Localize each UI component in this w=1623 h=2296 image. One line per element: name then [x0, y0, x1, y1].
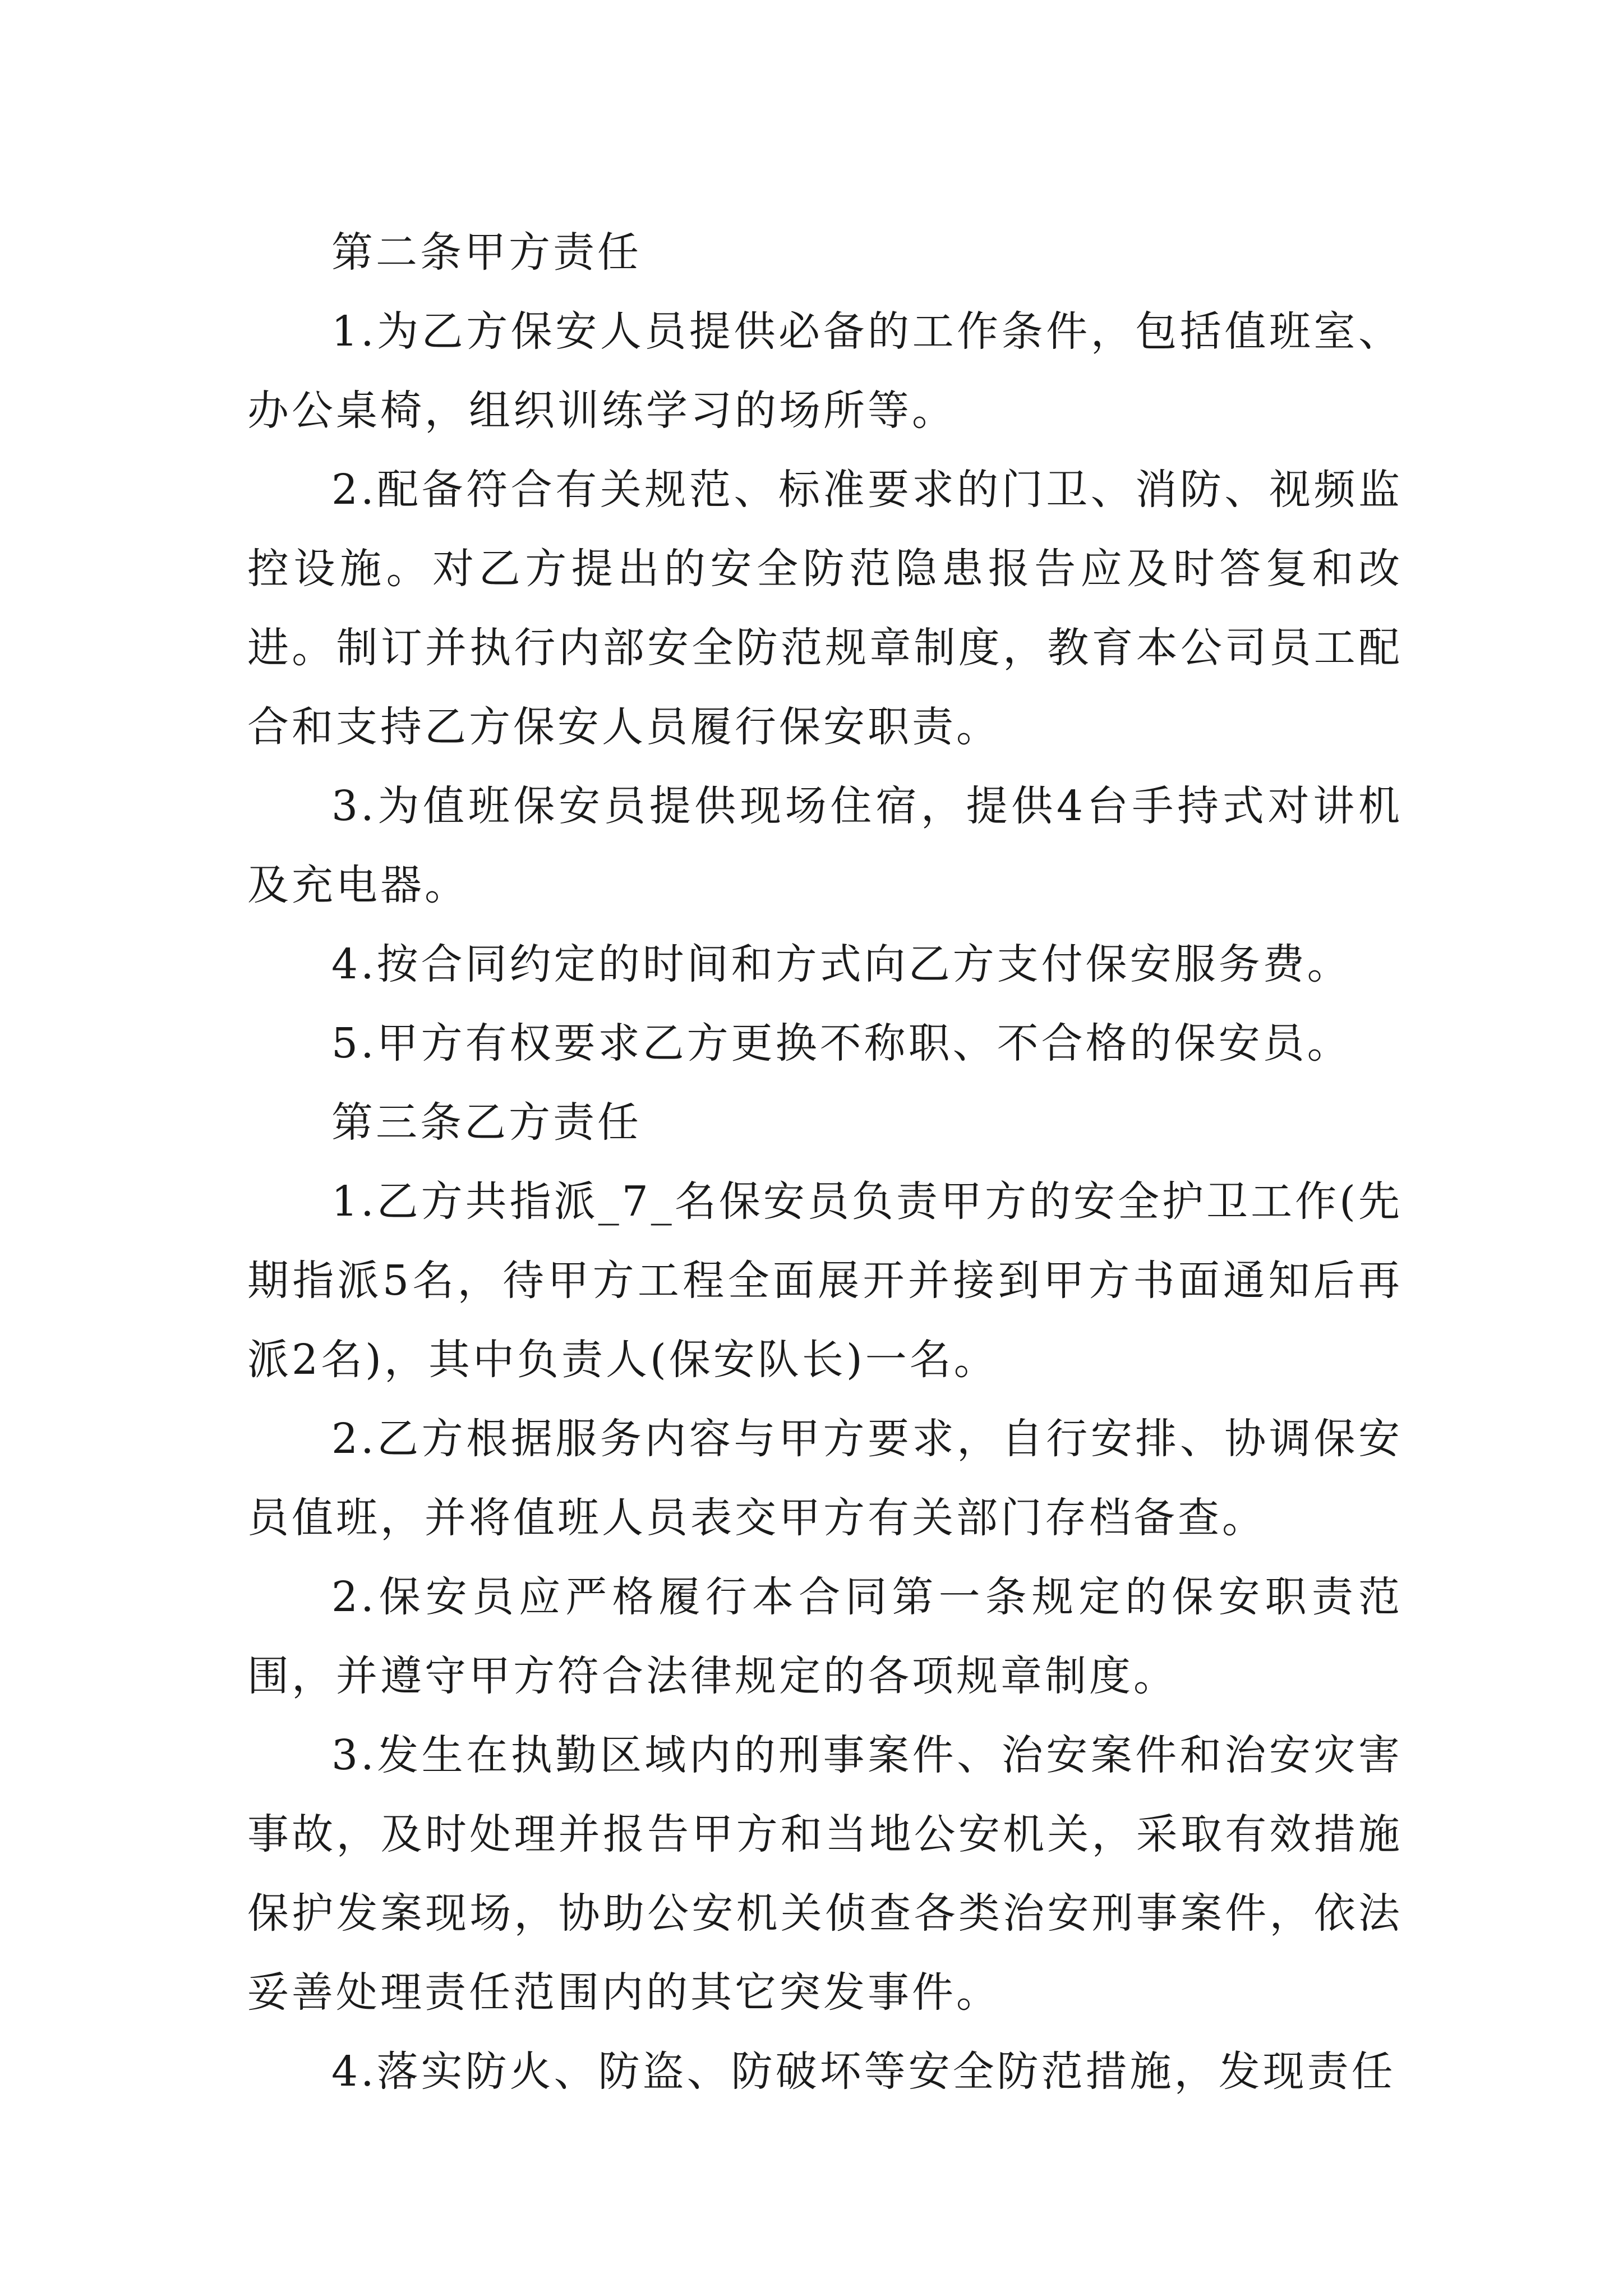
clause-b-1: 1.乙方共指派_7_名保安员负责甲方的安全护卫工作(先期指派5名，待甲方工程全面展开并接到甲方书面通知后再派2名)，其中负责人(保安队长)一名。 — [247, 1177, 1403, 1384]
clause-b-2-duplicate: 2.保安员应严格履行本合同第一条规定的保安职责范围，并遵守甲方符合法律规定的各项规章制度。 — [247, 1573, 1403, 1700]
section-heading-party-b: 第三条乙方责任 — [331, 1098, 642, 1147]
section-heading-party-a: 第二条甲方责任 — [331, 228, 642, 277]
clause-a-4: 4.按合同约定的时间和方式向乙方支付保安服务费。 — [331, 940, 1352, 988]
clause-b-2: 2.乙方根据服务内容与甲方要求，自行安排、协调保安员值班，并将值班人员表交甲方有关部门存档备查。 — [247, 1415, 1403, 1542]
clause-a-3: 3.为值班保安员提供现场住宿，提供4台手持式对讲机及充电器。 — [247, 782, 1403, 909]
clause-a-1: 1.为乙方保安人员提供必备的工作条件，包括值班室、办公桌椅，组织训练学习的场所等。 — [247, 307, 1403, 435]
clause-b-4: 4.落实防火、防盗、防破坏等安全防范措施，发现责任 — [331, 2047, 1396, 2096]
clause-a-2: 2.配备符合有关规范、标准要求的门卫、消防、视频监控设施。对乙方提出的安全防范隐患报告应及时答复和改进。制订并执行内部安全防范规章制度，教育本公司员工配合和支持乙方保安人员履行保安职责。 — [247, 466, 1403, 751]
clause-b-3: 3.发生在执勤区域内的刑事案件、治安案件和治安灾害事故，及时处理并报告甲方和当地公安机关，采取有效措施保护发案现场，协助公安机关侦查各类治安刑事案件，依法妥善处理责任范围内的其它突发事件。 — [247, 1731, 1403, 2017]
clause-a-5: 5.甲方有权要求乙方更换不称职、不合格的保安员。 — [331, 1019, 1352, 1068]
document-body — [247, 213, 1403, 2111]
